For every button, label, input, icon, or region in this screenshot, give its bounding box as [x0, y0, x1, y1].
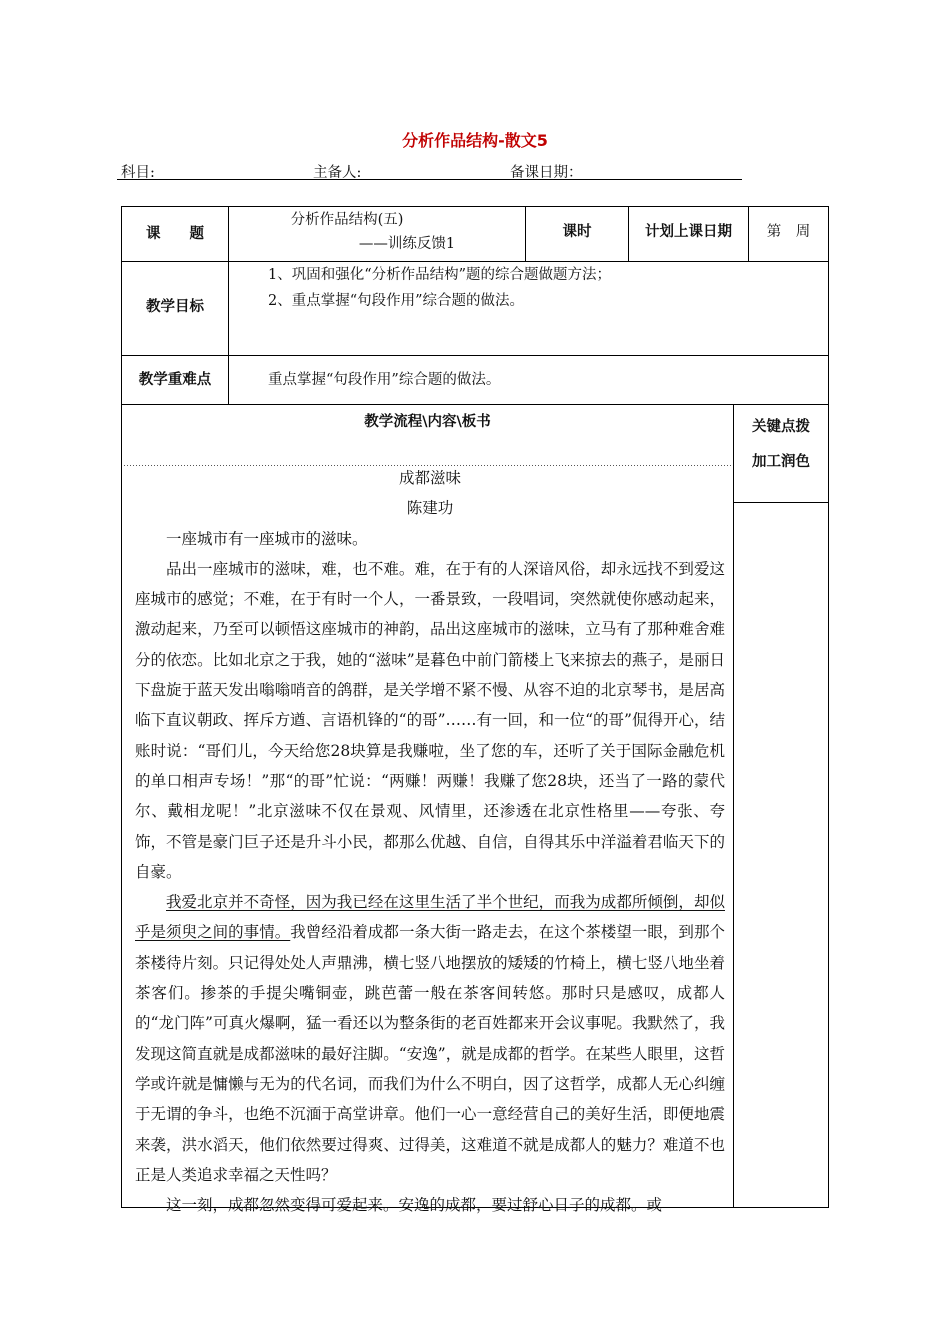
week-label: 第 周 — [766, 224, 811, 240]
document-title: 分析作品结构-散文5 — [402, 131, 548, 150]
teaching-flow-header: 教学流程\内容\板书 — [364, 414, 491, 430]
article-paragraph: 品出一座城市的滋味，难，也不难。难，在于有的人深谙风俗，却永远找不到爱这座城市的感觉；不难，在于有时一个人，一番景致，一段唱词，突然就使你感动起来，激动起来，乃至可以顿悟这座城市的神韵，品出这座城市的滋味，立马有了那种难舍难分的依恋。比如北京之于我，她的“滋味”是暮色中前门箭楼上飞来掠去的燕子，是丽日下盘旋于蓝天发出嗡嗡哨音的鸽群，是关学增不紧不慢、从容不迫的北京琴书，是居高临下直议朝政、挥斥方遒、言语机锋的“的哥”……有一回，和一位“的哥”侃得开心，结账时说：“哥们儿，今天给您28块算是我赚啦，坐了您的车，还听了关于国际金融危机的单口相声专场！”那“的哥”忙说：“两赚！两赚！我赚了您28块，还当了一路的蒙代尔、戴相龙呢！”北京滋味不仅在景观、风情里，还渗透在北京性格里——夸张、夸饰，不管是豪门巨子还是升斗小民，都那么优越、自信，自得其乐中洋溢着君临天下的自豪。 — [135, 559, 725, 881]
preparer-label: 主备人: — [313, 165, 362, 181]
period-label: 课时 — [562, 224, 592, 240]
article-paragraph: 一座城市有一座城市的滋味。 — [166, 529, 368, 548]
topic-value — [229, 208, 525, 256]
article-paragraph — [135, 887, 725, 1190]
header-meta-line — [117, 160, 742, 180]
objectives-list — [240, 262, 820, 314]
topic-value-line2: ——训练反馈1 — [358, 236, 456, 252]
side-header-line2: 加工润色 — [752, 454, 810, 470]
key-points-value: 重点掌握“句段作用”综合题的做法。 — [268, 372, 501, 388]
objectives-label: 教学目标 — [146, 299, 204, 315]
subject-label: 科目: — [121, 165, 155, 181]
paragraph-text: 我曾经沿着成都一条大街一路走去，在这个茶楼望一眼，到那个茶楼待片刻。只记得处处人声鼎沸，横七竖八地摆放的矮矮的竹椅上，横七竖八地坐着茶客们。掺茶的手提尖嘴铜壶，跳芭蕾一般在茶客间转悠。那时只是感叹，成都人的“龙门阵”可真火爆啊，猛一看还以为整条街的老百姓都来开会议事呢。我默然了，我发现这简直就是成都滋味的最好注脚。“安逸”，就是成都的哲学。在某些人眼里，这哲学或许就是慵懒与无为的代名词，而我们为什么不明白，因了这哲学，成都人无心纠缠于无谓的争斗，也绝不沉湎于高堂讲章。他们一心一意经营自己的美好生活，即便地震来袭，洪水滔天，他们依然要过得爽、过得美，这难道不就是成都人的魅力？难道不也正是人类追求幸福之天性吗？ — [135, 923, 725, 1184]
side-notes-header — [734, 410, 828, 480]
key-points-label: 教学重难点 — [138, 372, 212, 388]
topic-value-line1: 分析作品结构(五) — [290, 212, 404, 228]
article-paragraph: 这一刻，成都忽然变得可爱起来。安逸的成都，要过舒心日子的成都。或 — [166, 1196, 663, 1215]
lesson-date-label: 备课日期： — [510, 165, 583, 181]
underlined-sentence: 我爱北京并不奇怪，因为我已经在这里生活了半个世纪，而我为成都所倾倒，却似乎是须臾之间的事情。 — [135, 893, 725, 942]
article-body — [135, 463, 725, 1220]
article-author: 陈建功 — [406, 499, 454, 518]
side-header-line1: 关键点拨 — [752, 419, 810, 435]
topic-label: 课 题 — [146, 226, 204, 242]
planned-date-label: 计划上课日期 — [645, 224, 732, 240]
article-title: 成都滋味 — [398, 469, 461, 487]
objective-item: 1、巩固和强化“分析作品结构”题的综合题做题方法； — [268, 267, 612, 283]
objective-item: 2、重点掌握“句段作用”综合题的做法。 — [268, 293, 525, 309]
